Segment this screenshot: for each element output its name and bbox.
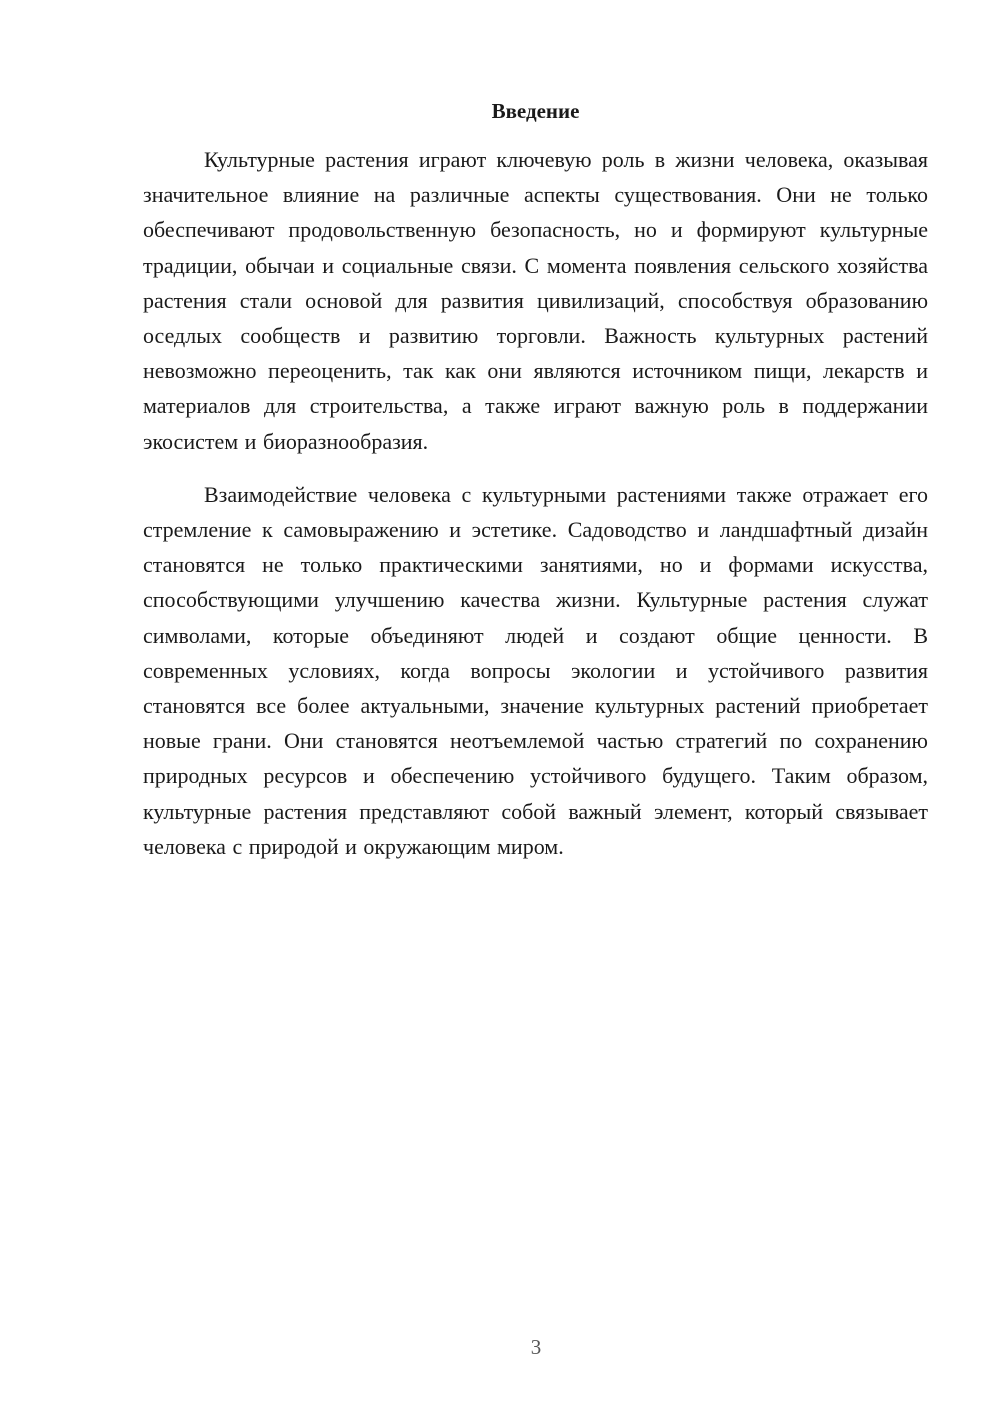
section-heading: Введение bbox=[491, 99, 580, 123]
page-number: 3 bbox=[530, 1335, 542, 1359]
body-text bbox=[143, 142, 928, 864]
paragraph-1: Культурные растения играют ключевую роль в жизни человека, оказывая значительное влияние на различные аспекты существования. Они не только обеспечивают продовольственную безопасность, но и формируют культурные традиции, обычаи и социальные связи. С момента появления сельского хозяйства растения стали основой для развития цивилизаций, способствуя образованию оседлых сообществ и развитию торговли. Важность культурных растений невозможно переоценить, так как они являются источником пищи, лекарств и материалов для строительства, а также играют важную роль в поддержании экосистем и биоразнообразия. bbox=[143, 147, 928, 454]
paragraph-2: Взаимодействие человека с культурными растениями также отражает его стремление к самовыражению и эстетике. Садоводство и ландшафтный дизайн становятся не только практическими занятиями, но и формами искусства, способствующими улучшению качества жизни. Культурные растения служат символами, которые объединяют людей и создают общие ценности. В современных условиях, когда вопросы экологии и устойчивого развития становятся все более актуальными, значение культурных растений приобретает новые грани. Они становятся неотъемлемой частью стратегий по сохранению природных ресурсов и обеспечению устойчивого будущего. Таким образом, культурные растения представляют собой важный элемент, который связывает человека с природой и окружающим миром. bbox=[143, 481, 928, 859]
